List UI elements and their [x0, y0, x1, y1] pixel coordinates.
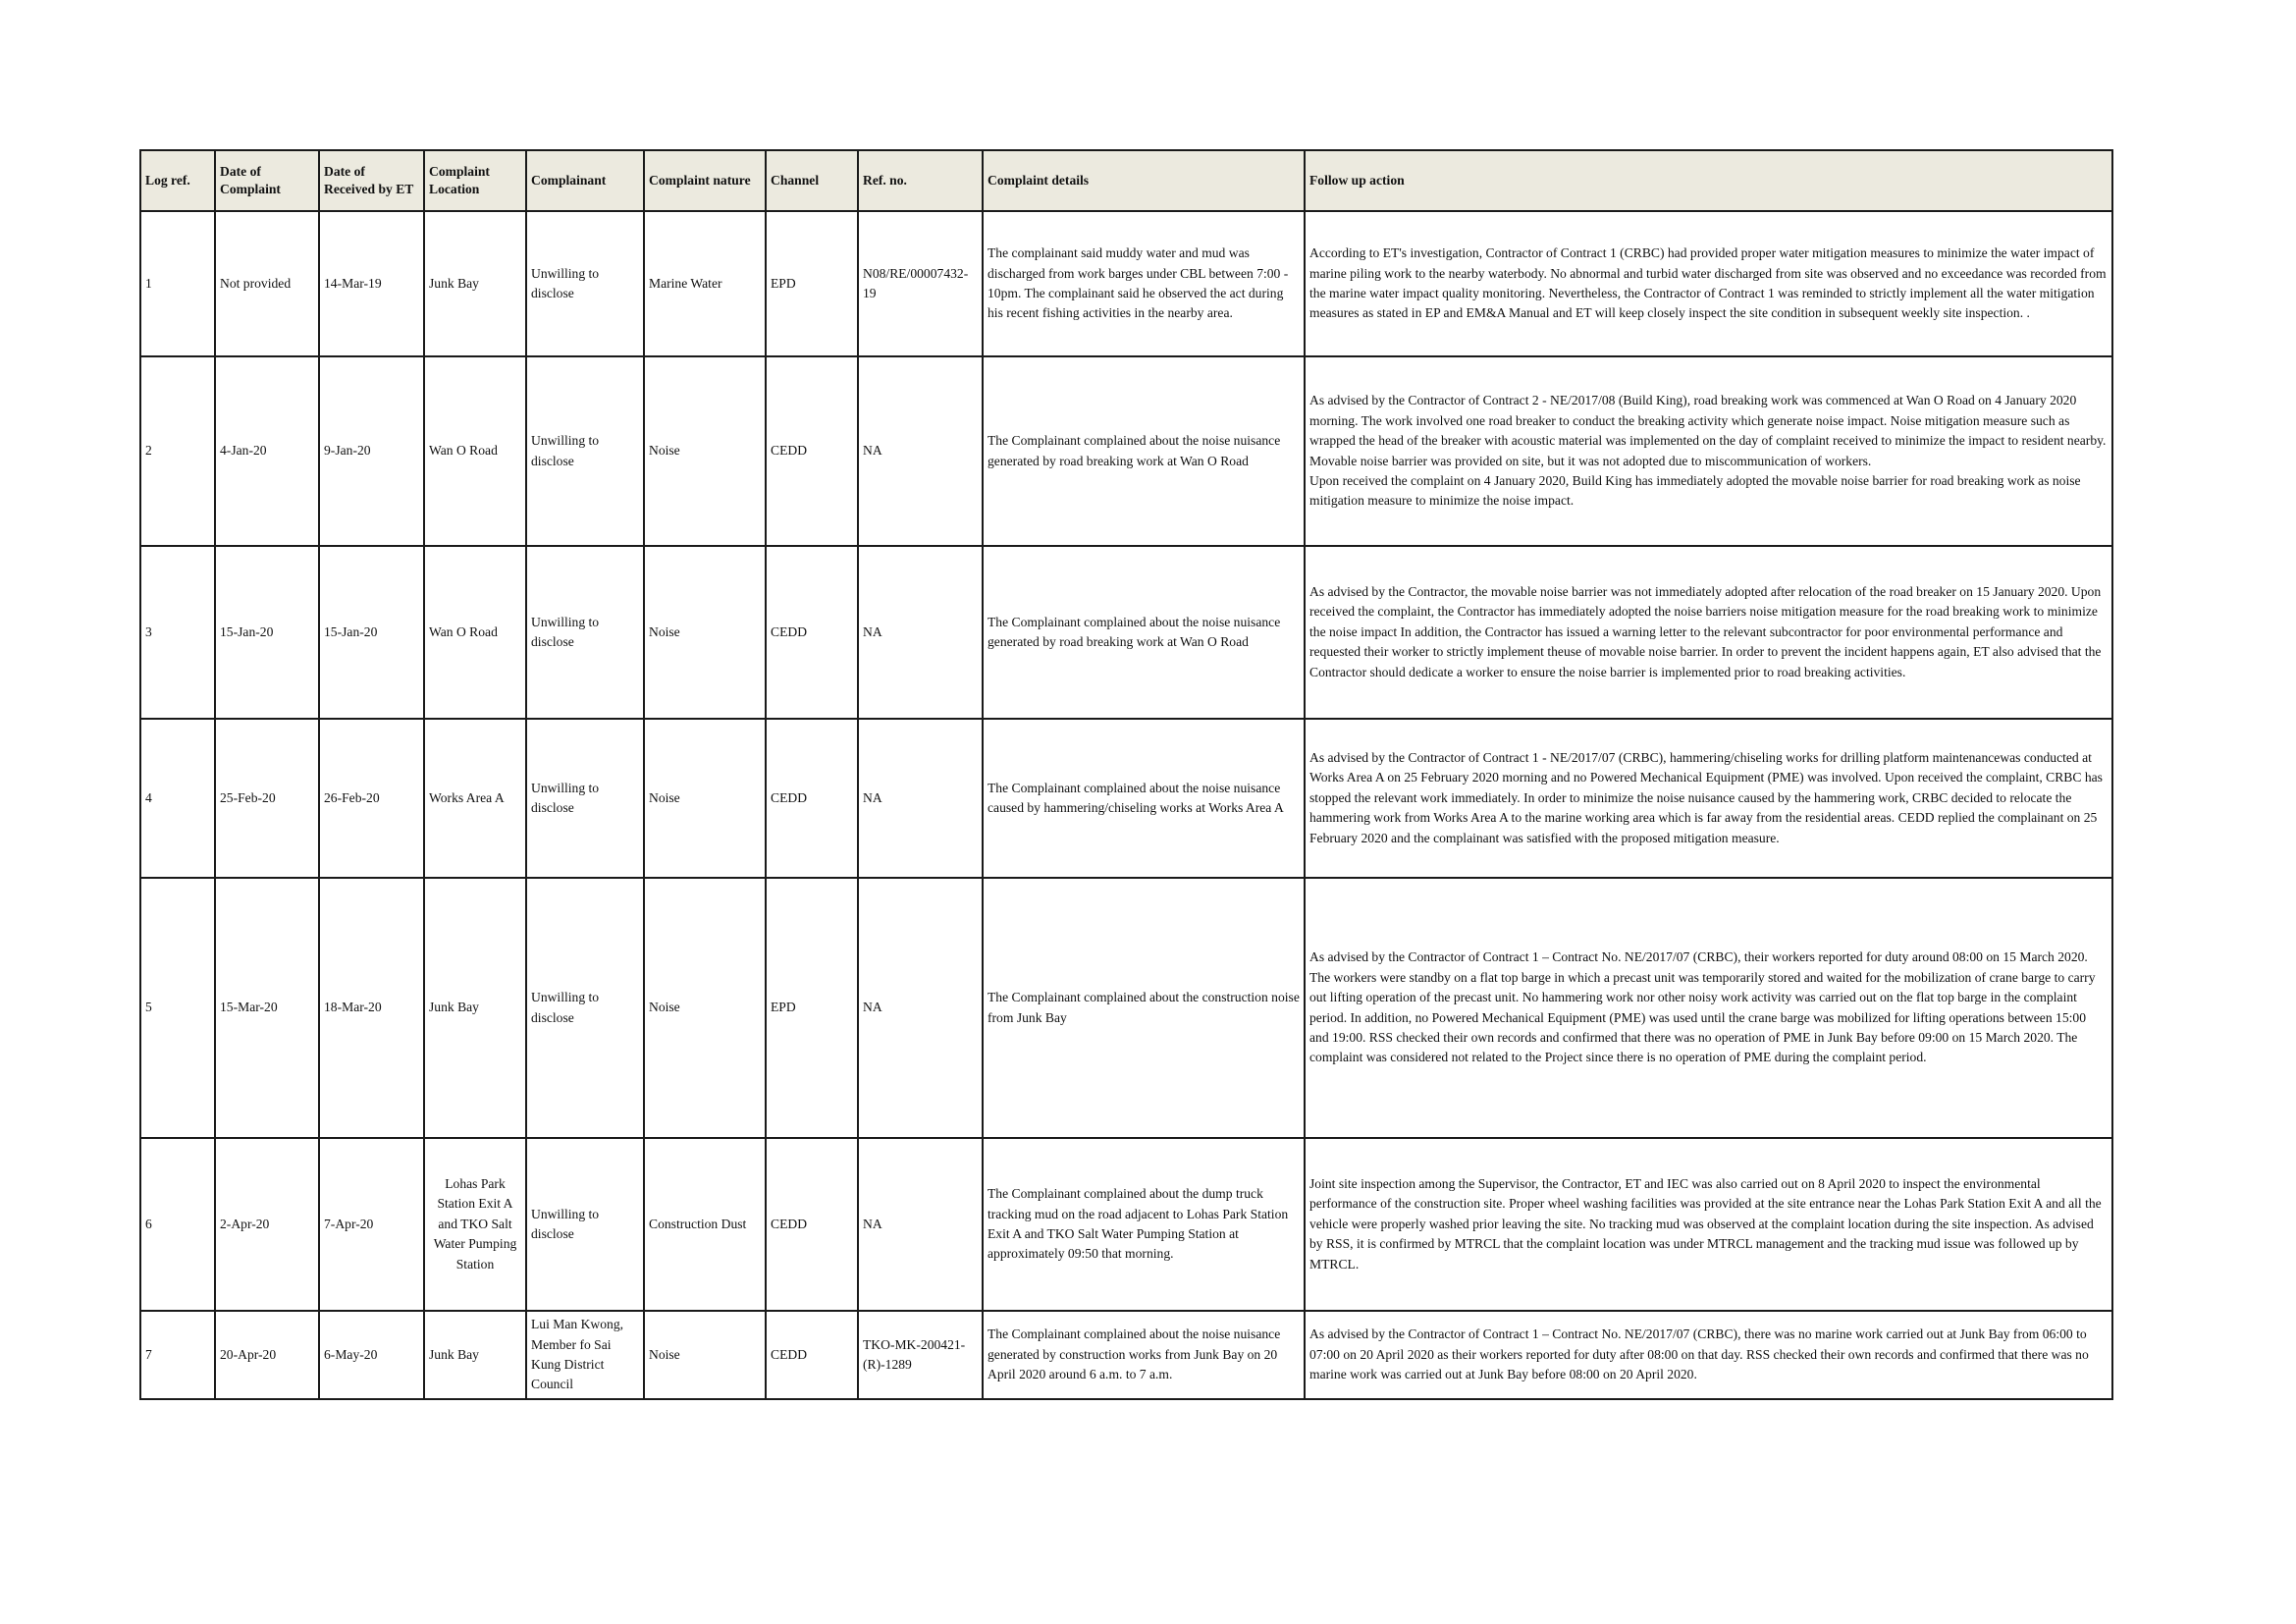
- header-date-received-by-et: Date of Received by ET: [319, 150, 424, 211]
- table-row: [140, 356, 2112, 546]
- header-complaint-nature: Complaint nature: [644, 150, 766, 211]
- cell-follow-up-action: As advised by the Contractor of Contract 2 - NE/2017/08 (Build King), road breaking work was commenced at Wan O Road on 4 January 2020 morning. The work involved one road breaker to conduct the breaking activity which generate noise impact. Noise mitigation measure such as wrapped the head of the breaker with acoustic material was implemented on the day of complaint received to minimize the impact to resident nearby. Movable noise barrier was provided on site, but it was not adopted due to miscommunication of workers. Upon received the complaint on 4 January 2020, Build King has immediately adopted the movable noise barrier for road breaking work as noise mitigation measure to minimize the noise impact.: [1305, 356, 2112, 546]
- cell-complaint-details: The Complainant complained about the construction noise from Junk Bay: [983, 878, 1305, 1138]
- cell-date-received: 18-Mar-20: [319, 878, 424, 1138]
- cell-follow-up-action: Joint site inspection among the Supervisor, the Contractor, ET and IEC was also carried out on 8 April 2020 to inspect the environmental performance of the construction site. Proper wheel washing facilities was provided at the site entrance near the Lohas Park Station Exit A and all the vehicle were properly washed prior leaving the site. No tracking mud was observed at the complaint location during the site inspection. As advised by RSS, it is confirmed by MTRCL that the complaint location was under MTRCL management and the tracking mud issue was followed up by MTRCL.: [1305, 1138, 2112, 1311]
- cell-complainant: Unwilling to disclose: [526, 356, 644, 546]
- cell-channel: CEDD: [766, 719, 858, 878]
- cell-ref-no: NA: [858, 878, 983, 1138]
- header-follow-up-action: Follow up action: [1305, 150, 2112, 211]
- cell-date-complaint: 20-Apr-20: [215, 1311, 319, 1399]
- header-channel: Channel: [766, 150, 858, 211]
- complaint-log-table: [139, 149, 2113, 1400]
- cell-log-ref: 3: [140, 546, 215, 719]
- cell-ref-no: N08/RE/00007432-19: [858, 211, 983, 356]
- cell-nature: Noise: [644, 356, 766, 546]
- cell-complainant-text: Lui Man Kwong, Member fo Sai Kung District Council: [531, 1317, 624, 1392]
- cell-location: Junk Bay: [424, 1311, 526, 1399]
- cell-complainant: Unwilling to disclose: [526, 878, 644, 1138]
- cell-location: Works Area A: [424, 719, 526, 878]
- cell-date-received: 15-Jan-20: [319, 546, 424, 719]
- cell-date-complaint: Not provided: [215, 211, 319, 356]
- cell-channel: EPD: [766, 878, 858, 1138]
- table-row: [140, 1138, 2112, 1311]
- table-header: [140, 150, 2112, 211]
- table-body: [140, 211, 2112, 1399]
- cell-nature: Marine Water: [644, 211, 766, 356]
- cell-nature: Noise: [644, 546, 766, 719]
- cell-date-received: 6-May-20: [319, 1311, 424, 1399]
- table-row: [140, 719, 2112, 878]
- cell-complaint-details: The Complainant complained about the noise nuisance generated by road breaking work at Wan O Road: [983, 546, 1305, 719]
- header-log-ref: Log ref.: [140, 150, 215, 211]
- cell-date-received: 14-Mar-19: [319, 211, 424, 356]
- cell-date-complaint: 25-Feb-20: [215, 719, 319, 878]
- cell-nature: Construction Dust: [644, 1138, 766, 1311]
- cell-nature: Noise: [644, 1311, 766, 1399]
- header-ref-no: Ref. no.: [858, 150, 983, 211]
- header-date-of-complaint: Date of Complaint: [215, 150, 319, 211]
- cell-date-received: 7-Apr-20: [319, 1138, 424, 1311]
- cell-follow-up-action: As advised by the Contractor of Contract 1 - NE/2017/07 (CRBC), hammering/chiseling works for drilling platform maintenancewas conducted at Works Area A on 25 February 2020 morning and no Powered Mechanical Equipment (PME) was involved. Upon received the complaint, CRBC has stopped the relevant work immediately. In order to minimize the noise nuisance caused by the hammering work, CRBC decided to relocate the hammering work from Works Area A to the marine working area which is far away from the residential areas. CEDD replied the complainant on 25 February 2020 and the complainant was satisfied with the proposed mitigation measure.: [1305, 719, 2112, 878]
- cell-date-complaint: 15-Mar-20: [215, 878, 319, 1138]
- cell-complainant: Unwilling to disclose: [526, 546, 644, 719]
- cell-ref-no: TKO-MK-200421-(R)-1289: [858, 1311, 983, 1399]
- cell-complaint-details: The Complainant complained about the noise nuisance generated by construction works from Junk Bay on 20 April 2020 around 6 a.m. to 7 a.m.: [983, 1311, 1305, 1399]
- table-row: [140, 211, 2112, 356]
- cell-channel: CEDD: [766, 1311, 858, 1399]
- cell-complainant: Unwilling to disclose: [526, 719, 644, 878]
- header-row: [140, 150, 2112, 211]
- cell-date-received: 9-Jan-20: [319, 356, 424, 546]
- cell-follow-up-action: According to ET's investigation, Contractor of Contract 1 (CRBC) had provided proper water mitigation measures to minimize the water impact of marine piling work to the nearby waterbody. No abnormal and turbid water discharged from site was observed and no exceedance was recorded from the marine water impact quality monitoring. Nevertheless, the Contractor of Contract 1 was reminded to strictly implement all the water mitigation measures as stated in EP and EM&A Manual and ET will keep closely inspect the site condition in subsequent weekly site inspection. .: [1305, 211, 2112, 356]
- cell-complainant: [526, 1311, 644, 1399]
- cell-ref-no: NA: [858, 1138, 983, 1311]
- cell-nature: Noise: [644, 878, 766, 1138]
- cell-follow-up-action: As advised by the Contractor of Contract 1 – Contract No. NE/2017/07 (CRBC), their workers reported for duty around 08:00 on 15 March 2020. The workers were standby on a flat top barge in which a precast unit was temporarily stored and waited for the mobilization of crane barge to carry out lifting operation of the precast unit. No hammering work nor other noisy work activity was carried out on the flat top barge in the complaint period. In addition, no Powered Mechanical Equipment (PME) was used until the crane barge was mobilized for lifting operations between 15:00 and 19:00. RSS checked their own records and confirmed that there was no operation of PME in Junk Bay before 09:00 on 15 March 2020. The complaint was considered not related to the Project since there is no operation of PME during the complaint period.: [1305, 878, 2112, 1138]
- table-row: [140, 546, 2112, 719]
- cell-date-complaint: 15-Jan-20: [215, 546, 319, 719]
- cell-date-complaint: 2-Apr-20: [215, 1138, 319, 1311]
- header-complainant: Complainant: [526, 150, 644, 211]
- cell-log-ref: 6: [140, 1138, 215, 1311]
- cell-nature: Noise: [644, 719, 766, 878]
- cell-complainant: Unwilling to disclose: [526, 211, 644, 356]
- table-row: [140, 1311, 2112, 1399]
- cell-location: Wan O Road: [424, 546, 526, 719]
- cell-channel: CEDD: [766, 1138, 858, 1311]
- cell-log-ref: 4: [140, 719, 215, 878]
- cell-ref-no: NA: [858, 719, 983, 878]
- cell-date-received: 26-Feb-20: [319, 719, 424, 878]
- cell-log-ref: 1: [140, 211, 215, 356]
- header-complaint-location: Complaint Location: [424, 150, 526, 211]
- cell-date-complaint: 4-Jan-20: [215, 356, 319, 546]
- cell-location: [424, 1138, 526, 1311]
- cell-log-ref: 2: [140, 356, 215, 546]
- header-complaint-details: Complaint details: [983, 150, 1305, 211]
- cell-complainant: Unwilling to disclose: [526, 1138, 644, 1311]
- cell-log-ref: 7: [140, 1311, 215, 1399]
- cell-channel: CEDD: [766, 356, 858, 546]
- cell-location: Wan O Road: [424, 356, 526, 546]
- cell-channel: CEDD: [766, 546, 858, 719]
- cell-log-ref: 5: [140, 878, 215, 1138]
- cell-complaint-details: The Complainant complained about the noise nuisance caused by hammering/chiseling works at Works Area A: [983, 719, 1305, 878]
- cell-location: Junk Bay: [424, 878, 526, 1138]
- table-row: [140, 878, 2112, 1138]
- cell-channel: EPD: [766, 211, 858, 356]
- cell-follow-up-action: As advised by the Contractor, the movable noise barrier was not immediately adopted after relocation of the road breaker on 15 January 2020. Upon received the complaint, the Contractor has immediately adopted the noise barriers noise mitigation measure for the road breaking work to minimize the noise impact In addition, the Contractor has issued a warning letter to the relevant subcontractor for poor environmental performance and requested their worker to strictly implement theuse of movable noise barrier. In order to prevent the incident happens again, ET also advised that the Contractor should dedicate a worker to ensure the noise barrier is implemented prior to road breaking activities.: [1305, 546, 2112, 719]
- cell-ref-no: NA: [858, 356, 983, 546]
- cell-complaint-details: The Complainant complained about the noise nuisance generated by road breaking work at Wan O Road: [983, 356, 1305, 546]
- cell-location: Junk Bay: [424, 211, 526, 356]
- cell-complaint-details: The Complainant complained about the dump truck tracking mud on the road adjacent to Lohas Park Station Exit A and TKO Salt Water Pumping Station at approximately 09:50 that morning.: [983, 1138, 1305, 1311]
- cell-complaint-details: The complainant said muddy water and mud was discharged from work barges under CBL between 7:00 - 10pm. The complainant said he observed the act during his recent fishing activities in the nearby area.: [983, 211, 1305, 356]
- cell-location-text: Lohas Park Station Exit A and TKO Salt Water Pumping Station: [433, 1176, 517, 1272]
- cell-follow-up-action: As advised by the Contractor of Contract 1 – Contract No. NE/2017/07 (CRBC), there was no marine work carried out at Junk Bay from 06:00 to 07:00 on 20 April 2020 as their workers reported for duty after 08:00 on that day. RSS checked their own records and confirmed that there was no marine work was carried out at Junk Bay before 08:00 on 20 April 2020.: [1305, 1311, 2112, 1399]
- cell-ref-no: NA: [858, 546, 983, 719]
